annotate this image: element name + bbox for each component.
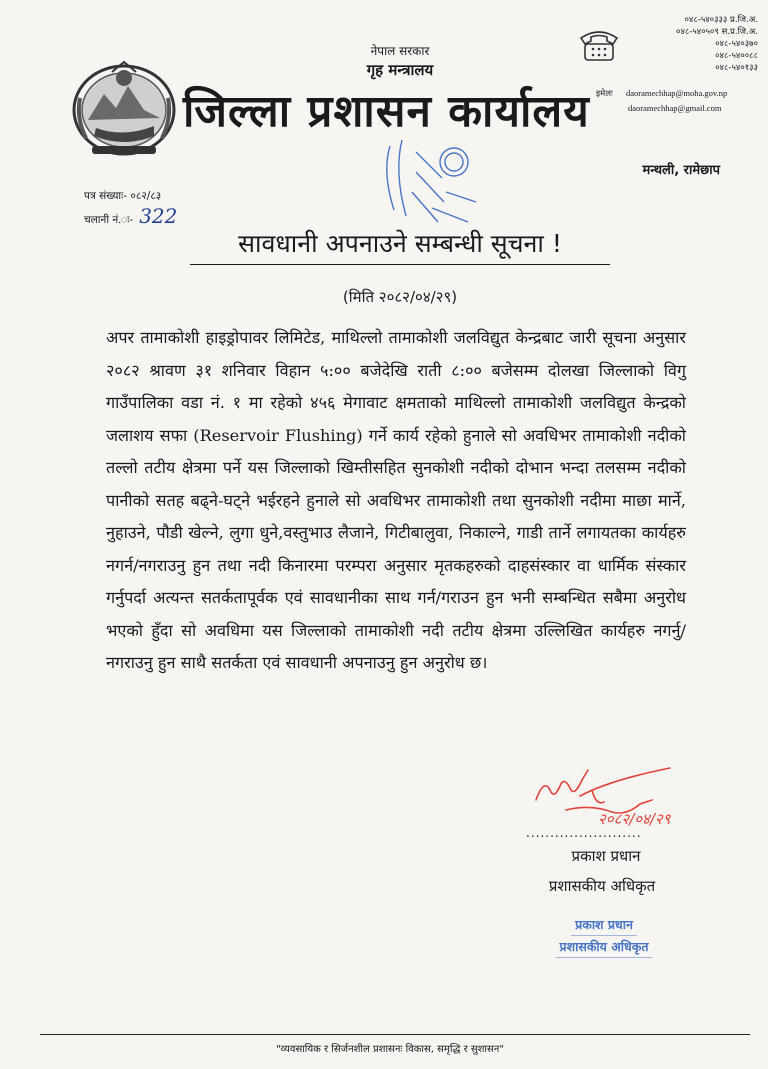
footer-divider <box>40 1034 750 1035</box>
signer-name: प्रकाश प्रधान <box>571 847 641 865</box>
patra-sankhya-label: पत्र संख्याः- <box>84 190 128 202</box>
government-label: नेपाल सरकार <box>370 44 430 58</box>
phone-numbers <box>628 14 758 74</box>
chalani-value: 322 <box>139 204 178 228</box>
office-title: जिल्ला प्रशासन कार्यालय <box>183 86 590 137</box>
name-stamp <box>540 914 668 960</box>
phone-line: ०४८-५४००८८ <box>715 51 758 61</box>
footer-motto: "व्यवसायिक र सिर्जनशील प्रशासनः विकास, समृद्धि र सुशासन" <box>276 1044 504 1055</box>
signature-date: २०८२/०४/२९ <box>598 810 671 828</box>
notice-body: अपर तामाकोशी हाइड्रोपावर लिमिटेड, माथिल्लो तामाकोशी जलविद्युत केन्द्रबाट जारी सूचना अनुसार २०८२ श्रावण ३१ शनिवार विहान ५:०० बजेदेखि राती ८:०० बजेसम्म दोलखा जिल्लाको विगु गाउँपालिका वडा नं. १ मा रहेको ४५६ मेगावाट क्षमताको माथिल्लो तामाकोशी जलविद्युत केन्द्रको जलाशय सफा (Reservoir Flushing) गर्ने कार्य रहेको हुनाले सो अवधिभर तामाकोशी नदीको तल्लो तटीय क्षेत्रमा पर्ने यस जिल्लाको खिम्तीसहित सुनकोशी नदीको दोभान भन्दा तलसम्म नदीको पानीको सतह बढ्ने-घट्ने भईरहने हुनाले सो अवधिभर तामाकोशी तथा सुनकोशी नदीमा माछा मार्ने, नुहाउने, पौडी खेल्ने, लुगा धुने,वस्तुभाउ लैजाने, गिटीबालुवा, निकाल्ने, गाडी तार्ने लगायतका कार्यहरु नगर्न/नगराउनु हुन तथा नदी किनारमा परम्परा अनुसार मृतकहरुको दाहसंस्कार वा धार्मिक संस्कार गर्नुपर्दा अत्यन्त सतर्कतापूर्वक एवं सावधानीका साथ गर्न/गराउन हुन भनी सम्बन्धित सबैमा अनुरोध भएको हुँदा सो अवधिमा यस जिल्लाको तामाकोशी नदी तटीय क्षेत्रमा उल्लिखित कार्यहरु नगर्नु/नगराउनु हुन साथै सतर्कता एवं सावधानी अपनाउनु हुन अनुरोध छ। <box>106 328 686 672</box>
office-round-stamp <box>372 132 487 232</box>
phone-line: ०४८-५४०३३३ प्र.जि.अ. <box>684 15 758 25</box>
name-stamp-line1: प्रकाश प्रधान <box>571 914 637 936</box>
chalani-label: चलानी नं.ः- <box>84 214 134 226</box>
name-stamp-line2: प्रशासकीय अधिकृत <box>556 936 653 958</box>
ministry-label: गृह मन्त्रालय <box>366 61 434 79</box>
phone-line: ०४८-५४०१३३ <box>715 63 758 73</box>
phone-line: ०४८-५४०५०९ स.प्र.जि.अ. <box>676 27 758 37</box>
notice-subject: सावधानी अपनाउने सम्बन्धी सूचना ! <box>190 226 610 265</box>
email-block <box>596 86 766 116</box>
telephone-icon <box>577 26 621 64</box>
reference-block <box>84 186 177 230</box>
patra-sankhya-value: ०८२/८३ <box>130 190 162 202</box>
signer-title: प्रशासकीय अधिकृत <box>548 877 656 895</box>
office-location: मन्थली, रामेछाप <box>642 163 720 178</box>
handwritten-signature <box>530 760 680 830</box>
email-link[interactable]: daoramechhap@moha.gov.np <box>626 88 728 98</box>
phone-line: ०४८-५४०३७० <box>715 39 758 49</box>
email-link[interactable]: daoramechhap@gmail.com <box>628 103 722 113</box>
signature-line: ........................ <box>526 826 642 840</box>
email-label: इमेलः <box>596 89 613 99</box>
nepal-emblem-icon <box>68 58 180 158</box>
notice-date: (मिति २०८२/०४/२९) <box>342 288 458 306</box>
